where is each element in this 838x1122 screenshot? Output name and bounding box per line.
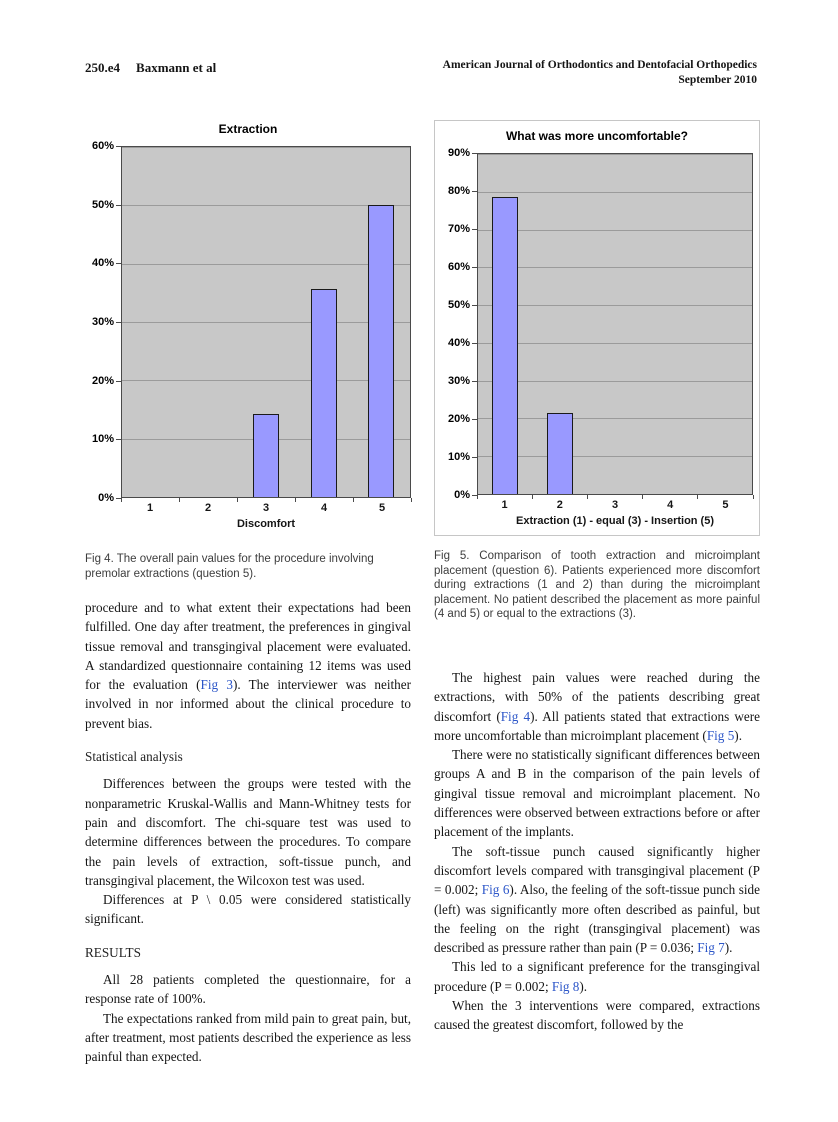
paragraph: All 28 patients completed the questionnaire, for a response rate of 100%. bbox=[85, 972, 411, 1007]
gridline bbox=[122, 205, 410, 206]
section-heading: Statistical analysis bbox=[85, 749, 183, 765]
paragraph: There were no statistically significant differences between groups A and B in the comparison of the pain levels of gingival tissue removal and microimplant placement. No differences were observed between extractions before or after placement of the implants. bbox=[434, 747, 760, 840]
bar-category-5 bbox=[368, 205, 394, 497]
figure-reference-link[interactable]: Fig 8 bbox=[551, 978, 580, 994]
plot-area bbox=[477, 153, 753, 495]
page-number: 250.e4 bbox=[85, 60, 121, 75]
x-axis bbox=[441, 495, 753, 512]
x-axis-category-label: 1 bbox=[146, 502, 154, 514]
figure-5-chart bbox=[434, 120, 760, 536]
journal-name: American Journal of Orthodontics and Dentofacial Orthopedics bbox=[442, 59, 757, 71]
figure-4-caption: Fig 4. The overall pain values for the procedure involving premolar extractions (question 5). bbox=[85, 553, 374, 580]
bar-category-3 bbox=[253, 414, 279, 497]
figure-reference-link[interactable]: Fig 3 bbox=[200, 677, 233, 693]
gridline bbox=[122, 147, 410, 148]
chart-title: Extraction bbox=[218, 122, 278, 136]
figure-reference-link[interactable]: Fig 5 bbox=[706, 727, 735, 743]
paragraph: This led to a significant preference for the transgingival procedure (P = 0.002; Fig 8). bbox=[434, 959, 760, 994]
x-axis-tick bbox=[121, 498, 122, 502]
paragraph: The expectations ranked from mild pain to great pain, but, after treatment, most patients described the experience as less painful than expected. bbox=[85, 1010, 411, 1065]
y-axis-tick-label: 0% bbox=[98, 492, 114, 504]
x-axis-tick bbox=[532, 495, 533, 499]
y-axis-tick-label: 30% bbox=[91, 316, 114, 328]
gridline bbox=[122, 380, 410, 381]
y-axis-tick-label: 30% bbox=[447, 375, 470, 388]
chart-plot-region bbox=[441, 147, 753, 501]
running-head-left bbox=[85, 60, 216, 76]
figure-reference-link[interactable]: Fig 4 bbox=[500, 708, 531, 724]
x-axis bbox=[85, 498, 411, 515]
x-axis-category-label: 3 bbox=[611, 499, 619, 511]
x-axis-labels bbox=[477, 495, 753, 512]
gridline bbox=[478, 230, 752, 231]
y-axis-tick-label: 0% bbox=[454, 489, 470, 501]
chart-plot-region bbox=[85, 140, 411, 504]
y-axis-tick-label: 50% bbox=[447, 299, 470, 311]
plot-area bbox=[121, 146, 411, 498]
y-axis-tick-label: 80% bbox=[447, 185, 470, 198]
gridline bbox=[478, 267, 752, 268]
bar-category-4 bbox=[311, 289, 337, 497]
figure-reference-link[interactable]: Fig 7 bbox=[697, 940, 725, 956]
y-axis-tick-label: 10% bbox=[91, 433, 114, 446]
chart-title: What was more uncomfortable? bbox=[505, 129, 689, 143]
gridline bbox=[478, 343, 752, 344]
section-heading: RESULTS bbox=[85, 944, 141, 960]
x-axis-category-label: 1 bbox=[501, 499, 508, 511]
x-axis-category-label: 5 bbox=[722, 499, 729, 511]
gridline bbox=[478, 381, 752, 382]
gridline bbox=[478, 305, 752, 306]
paragraph: Differences at P \ 0.05 were considered statistically significant. bbox=[85, 892, 411, 927]
running-head-authors: Baxmann et al bbox=[136, 60, 217, 75]
x-axis-tick bbox=[237, 498, 238, 502]
y-axis-tick-label: 20% bbox=[91, 374, 114, 387]
y-axis-tick-label: 20% bbox=[447, 413, 470, 426]
figure-reference-link[interactable]: Fig 6 bbox=[481, 882, 510, 898]
x-axis-title: Extraction (1) - equal (3) - Insertion (5) bbox=[515, 515, 715, 527]
x-axis-tick bbox=[353, 498, 354, 502]
x-axis-category-label: 3 bbox=[262, 502, 270, 514]
issue-date: September 2010 bbox=[678, 74, 757, 86]
x-axis-tick bbox=[179, 498, 180, 502]
running-head-right bbox=[443, 58, 757, 88]
left-text-column bbox=[85, 598, 411, 1067]
figure-5-caption: Fig 5. Comparison of tooth extraction and microimplant placement (question 6). Patients experienced more discomfort during extractions (1 and 2) than during the microimplant placement. No patient described the placement as more painful (4 and 5) or equal to the extractions (3). bbox=[434, 550, 760, 620]
y-axis bbox=[85, 140, 121, 504]
figure-4-chart bbox=[85, 120, 411, 530]
paragraph: When the 3 interventions were compared, extractions caused the greatest discomfort, followed by the bbox=[434, 998, 760, 1033]
gridline bbox=[478, 456, 752, 457]
bar-category-2 bbox=[547, 413, 573, 494]
y-axis-tick-label: 60% bbox=[447, 261, 470, 274]
x-axis-tick bbox=[642, 495, 643, 499]
x-axis-tick bbox=[477, 495, 478, 499]
x-axis-tick bbox=[587, 495, 588, 499]
gridline bbox=[478, 192, 752, 193]
x-axis-labels bbox=[121, 498, 411, 515]
paragraph: The soft-tissue punch caused significantly higher discomfort levels compared with transgingival placement (P = 0.002; Fig 6). Also, the feeling of the soft-tissue punch side (left) was significantly more often described as painful, but the feeling on the right (transgingival placement) was described as pressure rather than pain (P = 0.036; Fig 7). bbox=[434, 843, 760, 956]
y-axis-tick-label: 40% bbox=[91, 257, 114, 270]
gridline bbox=[478, 154, 752, 155]
x-axis-category-label: 2 bbox=[204, 502, 212, 514]
paragraph: The highest pain values were reached during the extractions, with 50% of the patients describing great discomfort (Fig 4). All patients stated that extractions were more uncomfortable than microimplant placement (Fig 5). bbox=[434, 670, 761, 743]
y-axis-tick-label: 60% bbox=[91, 140, 114, 152]
x-axis-tick bbox=[295, 498, 296, 502]
y-axis-tick-label: 40% bbox=[447, 337, 470, 350]
paragraph: procedure and to what extent their expectations had been fulfilled. One day after treatment, the preferences in gingival tissue removal and transgingival placement were evaluated. A standardized questionnaire containing 12 items was used for the evaluation (Fig 3). The interviewer was neither involved in nor informed about the clinical procedure to prevent bias. bbox=[85, 600, 411, 731]
right-text-column bbox=[434, 668, 760, 1035]
x-axis-category-label: 2 bbox=[556, 499, 563, 511]
x-axis-tick bbox=[411, 498, 412, 502]
y-axis bbox=[441, 147, 477, 501]
x-axis-category-label: 5 bbox=[378, 502, 386, 514]
gridline bbox=[122, 264, 410, 265]
bar-category-1 bbox=[492, 197, 518, 494]
x-axis-title: Discomfort bbox=[236, 518, 296, 530]
y-axis-tick-label: 10% bbox=[447, 451, 470, 464]
x-axis-category-label: 4 bbox=[320, 502, 328, 514]
y-axis-tick-label: 70% bbox=[447, 223, 470, 235]
x-axis-tick bbox=[753, 495, 754, 499]
gridline bbox=[122, 322, 410, 323]
gridline bbox=[478, 418, 752, 419]
y-axis-tick-label: 50% bbox=[91, 198, 114, 211]
y-axis-tick-label: 90% bbox=[447, 147, 470, 159]
paragraph: Differences between the groups were tested with the nonparametric Kruskal-Wallis and Mann-Whitney tests for pain and discomfort. The chi-square test was used to determine differences between the procedures. To compare the pain levels of extraction, soft-tissue punch, and transgingival placement, the Wilcoxon test was used. bbox=[85, 776, 411, 888]
x-axis-category-label: 4 bbox=[667, 499, 674, 511]
x-axis-tick bbox=[697, 495, 698, 499]
